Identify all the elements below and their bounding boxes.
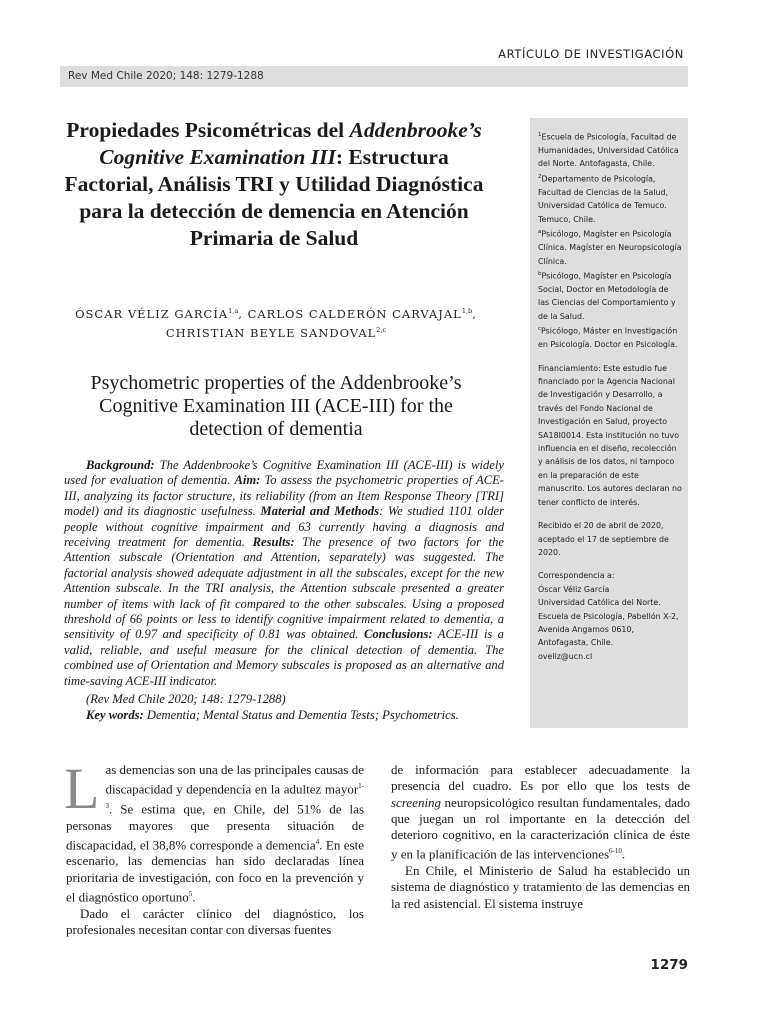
affiliation-b [538,268,682,323]
abstract-citation: (Rev Med Chile 2020; 148: 1279-1288) [86,692,286,706]
author-1-affil: 1,a [228,307,239,315]
affiliation-2 [538,171,682,226]
italic-term: screening [391,794,442,810]
reference-marker: 4 [315,837,320,846]
affiliation-text: Departamento de Psicología, Facultad de Ciencias de la Salud, Universidad Católica de Temuco. Temuco, Chile. [538,174,669,224]
paragraph-text: . En este escenario, las demencias han sido declaradas línea prioritaria de investigación, con foco en la prevención y el diagnóstico oportuno [66,837,365,905]
keywords [86,708,506,723]
title-italic: Addenbrooke’s Cognitive Examination III [99,118,482,169]
correspondence-institution: Universidad Católica del Norte. [538,598,661,608]
spacer [538,509,682,519]
section-label: ARTÍCULO DE INVESTIGACIÓN [498,47,684,61]
author-2-affil: 1,b [461,307,473,315]
correspondence-email[interactable]: oveliz@ucn.cl [538,651,593,661]
drop-cap: L [64,756,100,821]
english-title: Psychometric properties of the Addenbrooke’s Cognitive Examination III (ACE-III) for the detection of dementia [90,372,462,440]
abstract-conclusions-label: Conclusions: [363,627,433,642]
affiliation-marker: b [538,270,542,277]
author-list [62,303,490,341]
affiliation-1 [538,129,682,171]
abstract-aim-label: Aim: [234,473,261,488]
paragraph-text: . [192,889,196,905]
paragraph-text: de información para establecer adecuadamente la presencia del cuadro. Es por ello que los tests de [391,762,690,794]
affiliation-text: Escuela de Psicología, Facultad de Humanidades, Universidad Católica del Norte. Antofagasta, Chile. [538,132,679,169]
abstract-background: The Addenbrooke’s Cognitive Examination III (ACE-III) is widely used for evaluation of dementia. [64,458,504,488]
affiliation-text: Psicólogo, Magíster en Psicología Social, Doctor en Metodología de las Ciencias del Comportamiento y de la Salud. [538,271,676,321]
body-paragraph: Dado el carácter clínico del diagnóstico, los profesionales necesitan contar con diversas fuentes [66,905,364,937]
correspondence-name: Óscar Véliz García [538,584,610,594]
affiliation-marker: c [538,326,542,333]
affiliation-text: Psicólogo, Magíster en Psicología Clínica. Magíster en Neuropsicología Clínica. [538,229,682,266]
spacer [538,352,682,362]
correspondence-address: Escuela de Psicología, Pabellón X-2, Avenida Angamos 0610, Antofagasta, Chile. [538,611,679,648]
affiliation-a [538,226,682,268]
paragraph-text: neuropsicológico resultan fundamentales, dado que juegan un rol importante en la detección del deterioro cognitivo, en la caracterización clínica de éste y en la planificación de las intervenciones [391,794,690,862]
abstract-methods-label: Material and Methods [260,504,379,519]
affiliations-sidebar [530,118,688,728]
author-2: CARLOS CALDERÓN CARVAJAL [247,306,462,321]
body-paragraph [391,762,690,863]
author-sep: , [238,306,248,321]
page-number: 1279 [650,957,688,973]
title-part1: Propiedades Psicométricas del [66,118,350,142]
affiliation-c [538,323,682,351]
keywords-label: Key words: [86,708,144,722]
affiliation-marker: a [538,229,542,236]
journal-citation: Rev Med Chile 2020; 148: 1279-1288 [68,70,264,82]
funding-note: Financiamiento: Este estudio fue financiado por la Agencia Nacional de Investigación y Desarrollo, a través del Fondo Nacional de Investigación en Salud, proyecto SA18I0014. Esta institución no tuvo influencia en el diseño, recolección y análisis de los datos, ni tampoco en la preparación de este manuscrito. Los autores declaran no tener conflicto de interés. [538,363,682,507]
title-part2: : Estructura Factorial, Análisis TRI y Utilidad Diagnóstica para la detección de demencia en Atención Primaria de Salud [64,145,484,250]
abstract-conclusions: ACE-III is a valid, reliable, and useful measure for the clinical detection of dementia. The combined use of Orientation and Memory subscales is proposed as an alternative and time-saving ACE-III indicator. [64,627,504,688]
affiliation-marker: 2 [538,173,542,180]
article-title [62,117,486,252]
spacer [538,559,682,569]
citation-bar [60,66,688,87]
body-paragraph [64,756,365,906]
correspondence-label: Correspondencia a: [538,571,615,581]
received-dates: Recibido el 20 de abril de 2020, aceptado el 17 de septiembre de 2020. [538,521,669,557]
abstract-methods: : We studied 1101 older people without cognitive impairment and 63 currently having a diagnosis and receiving treatment for dementia. [64,504,504,550]
abstract-background-label: Background: [86,458,155,472]
abstract-aim: To assess the psychometric properties of ACE-III, analyzing its factor structure, its reliability (from an Item Response Theory [TRI] model) and its diagnostic usefulness. [64,473,504,519]
paragraph-text: as demencias son una de las principales causas de discapacidad y dependencia en la adultez mayor [105,762,364,797]
author-1: ÓSCAR VÉLIZ GARCÍA [75,306,229,321]
abstract [64,458,504,689]
abstract-results-label: Results: [252,535,295,550]
author-3: CHRISTIAN BEYLE SANDOVAL [165,325,377,340]
abstract-results: The presence of two factors for the Attention subscale (Orientation and Attention, separately) was suggested. The factorial analysis showed adequate adjustment in all the subscales, except for the new Attention subscale. In the TRI analysis, the Attention subscale presented a greater number of items with lack of fit compared to the other subscales. Using a proposed threshold of 66 points or less to identify cognitive impairment related to dementia, a sensitivity of 0.97 and specificity of 0.81 was obtained. [64,535,504,642]
reference-marker: 5 [188,890,193,899]
body-column-1 [64,756,365,938]
reference-marker: 1-3 [105,782,364,810]
author-sep: , [472,306,477,321]
affiliation-marker: 1 [538,132,542,138]
body-column-2 [391,762,690,912]
paragraph-text: . Se estima que, en Chile, del 51% de las personas mayores que presenta situación de discapacidad, el 38,8% corresponde a demencia [66,801,364,853]
author-3-affil: 2,c [376,325,387,334]
keywords-text: Dementia; Mental Status and Dementia Tests; Psychometrics. [143,708,459,722]
body-paragraph: En Chile, el Ministerio de Salud ha establecido un sistema de diagnóstico y tratamiento de las demencias en la red asistencial. El sistema instruye [391,863,690,911]
paragraph-text: . [621,846,626,862]
reference-marker: 6-10 [609,847,622,856]
affiliation-text: Psicólogo, Máster en Investigación en Psicología. Doctor en Psicología. [538,326,678,350]
